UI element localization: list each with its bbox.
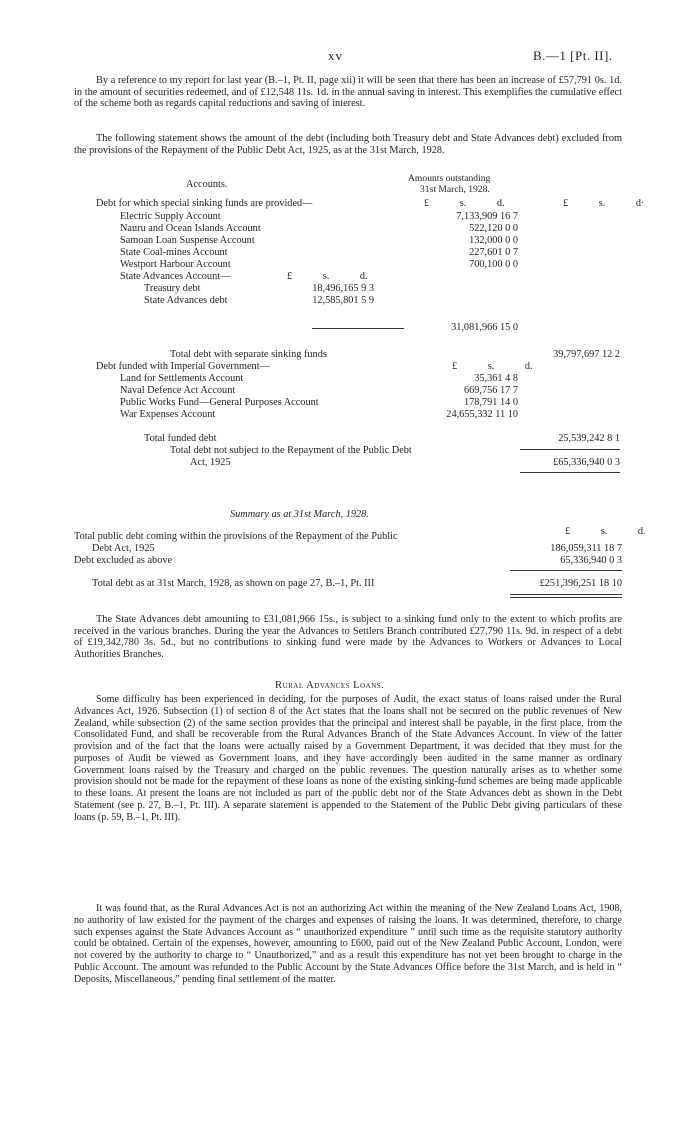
imperial-row-amount: 178,791 14 0 xyxy=(463,397,518,408)
summary-title: Summary as at 31st March, 1928. xyxy=(230,509,369,520)
imperial-row-label: Land for Settlements Account xyxy=(120,373,244,384)
not-subject-rule xyxy=(520,472,620,473)
lsd-header-far: £ s. d· xyxy=(563,198,645,209)
summary-total-label: Total debt as at 31st March, 1928, as shown on page 27, B.–1, Pt. III xyxy=(92,578,375,589)
total-funded-label: Total funded debt xyxy=(144,433,217,444)
sinking-row-label: Samoan Loan Suspense Account xyxy=(120,235,255,246)
sinking-row-label: Westport Harbour Account xyxy=(120,259,231,270)
sinking-row-amount: 7,133,909 16 7 xyxy=(456,211,518,222)
page-number: xv xyxy=(328,48,343,63)
not-subject-label-2: Act, 1925 xyxy=(190,457,231,468)
total-sinking-amount: 39,797,697 12 2 xyxy=(553,349,620,360)
body-paragraph-5: It was found that, as the Rural Advances Act is not an authorizing Act within the meaning of the New Zealand Loans Act, 1908, no authority of law existed for the payment of the charges and expenses of raising the loans. It was determined, therefore, to charge such expenses against the State Advances Account as “ unauthorized expenditure ” until such time as the requisite statutory authority could be obtained. Certain of the expenses, however, amounting to £600, paid out of the New Zealand Public Account, London, were not covered by the authority to charge to “ Unauthorized,” and as a result this expenditure has not yet been brought to charge in the Public Account. The amount was refunded to the Public Account by the State Advances Office before the 31st March, and is held in “ Deposits, Miscellaneous,” pending final settlement of the matter. xyxy=(74,903,622,985)
sinking-row-amount: 522,120 0 0 xyxy=(469,223,518,234)
summary-rule xyxy=(510,570,622,571)
summary-lsd: £ s. d. xyxy=(565,526,646,537)
summary-double-rule-1 xyxy=(510,594,622,595)
sinking-row-amount: 227,601 0 7 xyxy=(469,247,518,258)
imperial-row-amount: 24,655,332 11 10 xyxy=(446,409,518,420)
summary-row-1-amount: 186,059,311 18 7 xyxy=(550,543,622,554)
intro-paragraph-1: By a reference to my report for last year (B.–1, Pt. II, page xii) it will be seen that there has been an increase of £57,791 0s. 1d. in the amount of securities redeemed, and of £12,548 11s. 1d. in the annual saving in interest. This exemplifies the cumulative effect of the scheme both as regards capital reductions and saving of interest. xyxy=(74,75,622,110)
summary-row-2: Debt excluded as above xyxy=(74,555,173,566)
treasury-debt-amount: 18,496,165 9 3 xyxy=(312,283,374,294)
column-heading-accounts: Accounts. xyxy=(186,179,228,190)
sinking-row-label: Nauru and Ocean Islands Account xyxy=(120,223,261,234)
sinking-funds-heading: Debt for which special sinking funds are provided— xyxy=(96,198,313,209)
treasury-debt-label: Treasury debt xyxy=(144,283,201,294)
state-advances-debt-label: State Advances debt xyxy=(144,295,228,306)
summary-total-amount: £251,396,251 18 10 xyxy=(539,578,622,589)
column-heading-amounts-1: Amounts outstanding xyxy=(408,173,491,184)
imperial-heading: Debt funded with Imperial Government— xyxy=(96,361,270,372)
summary-row-2-amount: 65,336,940 0 3 xyxy=(560,555,622,566)
imperial-row-amount: 35,361 4 8 xyxy=(474,373,518,384)
state-advances-total: 31,081,966 15 0 xyxy=(451,322,518,333)
summary-row-1b: Debt Act, 1925 xyxy=(92,543,155,554)
intro-paragraph-2: The following statement shows the amount of the debt (including both Treasury debt and State Advances debt) excluded from the provisions of the Repayment of the Public Debt Act, 1925, as at the 31st March, 1928. xyxy=(74,133,622,156)
body-paragraph-4: Some difficulty has been experienced in deciding, for the purposes of Audit, the exact status of loans raised under the Rural Advances Act, 1926. Subsection (1) of section 8 of the Act states that the loans shall not be secured on the public revenues of New Zealand, while subsection (2) of the same section provides that the principal and interest shall be payable, in the first place, from the Consolidated Fund, and shall be recoverable from the Rural Advances Branch of the State Advances Account. In view of the latter provision and of the fact that the loans were actually raised by a Government Department, it was decided that they must for the purposes of Audit be viewed as Government loans, and they have accordingly been audited in the same manner as ordinary Government loans raised by the Treasury and charged on the public revenues. The question naturally arises as to whether some provision should not be made for the repayment of these loans as none of the existing sinking-fund schemes are being made applicable to these loans. At present the loans are not included as part of the public debt nor of the State Advances debt as shown in the Debt Statement (see p. 27, B.–1, Pt. III). A separate statement is appended to the Statement of the Public Debt giving particulars of these loans (p. 59, B.–1, Pt. III). xyxy=(74,694,622,823)
body-paragraph-3: The State Advances debt amounting to £31,081,966 15s., is subject to a sinking fund only to the extent to which profits are received in the various branches. During the year the Advances to Settlers Branch contributed £27,790 11s. 9d. in respect of a debt of £19,342,780 3s. 5d., but no contributions to sinking fund were made by the Advances to Workers or Advances to Local Authorities Branches. xyxy=(74,614,622,661)
summary-row-1a: Total public debt coming within the provisions of the Repayment of the Public xyxy=(74,531,398,542)
section-heading: Rural Advances Loans. xyxy=(275,680,385,691)
subtotal-rule xyxy=(312,328,404,329)
imperial-row-label: Public Works Fund—General Purposes Account xyxy=(120,397,319,408)
document-reference: B.—1 [Pt. II]. xyxy=(533,48,613,63)
summary-double-rule-2 xyxy=(510,597,622,598)
not-subject-amount: £65,336,940 0 3 xyxy=(553,457,620,468)
column-heading-amounts-2: 31st March, 1928. xyxy=(420,184,490,195)
state-advances-label: State Advances Account— xyxy=(120,271,231,282)
sinking-row-amount: 700,100 0 0 xyxy=(469,259,518,270)
imperial-row-amount: 669,756 17 7 xyxy=(463,385,518,396)
total-sinking-label: Total debt with separate sinking funds xyxy=(170,349,327,360)
sinking-row-amount: 132,000 0 0 xyxy=(469,235,518,246)
imperial-lsd: £ s. d. xyxy=(452,361,533,372)
not-subject-label-1: Total debt not subject to the Repayment of the Public Debt xyxy=(170,445,412,456)
sinking-row-label: State Coal-mines Account xyxy=(120,247,228,258)
total-funded-amount: 25,539,242 8 1 xyxy=(558,433,620,444)
imperial-row-label: Naval Defence Act Account xyxy=(120,385,236,396)
state-advances-debt-amount: 12,585,801 5 9 xyxy=(312,295,374,306)
imperial-row-label: War Expenses Account xyxy=(120,409,216,420)
funded-rule xyxy=(520,449,620,450)
lsd-header: £ s. d. xyxy=(424,198,505,209)
sinking-row-label: Electric Supply Account xyxy=(120,211,221,222)
state-advances-lsd: £ s. d. xyxy=(287,271,368,282)
